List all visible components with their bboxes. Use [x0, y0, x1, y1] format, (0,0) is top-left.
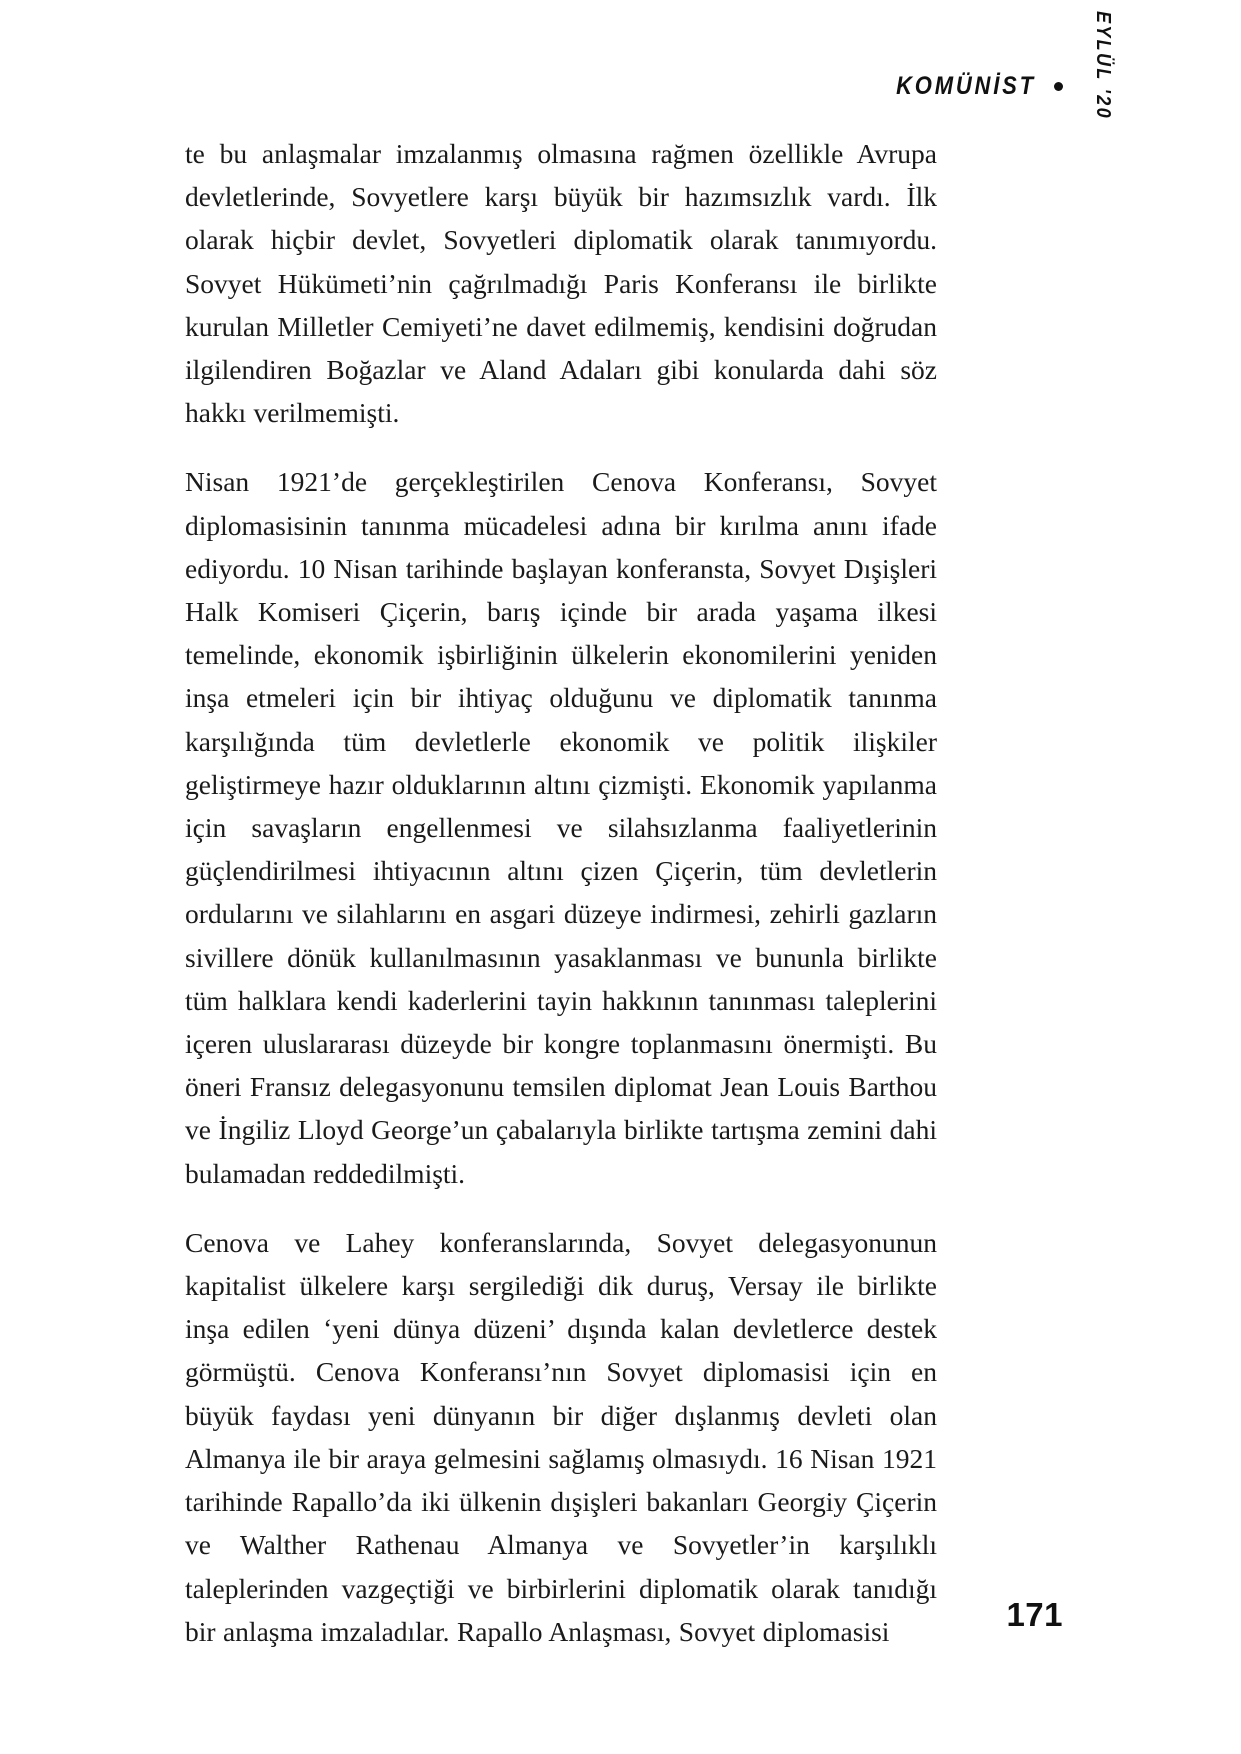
- publication-title: KOMÜNİST: [896, 72, 1036, 100]
- body-text-column: [185, 132, 937, 1653]
- paragraph: Nisan 1921’de gerçekleştirilen Cenova Konferansı, Sovyet diplomasisinin tanınma mücadelesi adına bir kırılma anını ifade ediyordu. 10 Nisan tarihinde başlayan konferansta, Sovyet Dışişleri Halk Komiseri Çiçerin, barış içinde bir arada yaşama ilkesi temelinde, ekonomik işbirliğinin ülkelerin ekonomilerini yeniden inşa etmeleri için bir ihtiyaç olduğunu ve diplomatik tanınma karşılığında tüm devletlerle ekonomik ve politik ilişkiler geliştirmeye hazır olduklarının altını çizmişti. Ekonomik yapılanma için savaşların engellenmesi ve silahsızlanma faaliyetlerinin güçlendirilmesi ihtiyacının altını çizen Çiçerin, tüm devletlerin ordularını ve silahlarını en asgari düzeye indirmesi, zehirli gazların sivillere dönük kullanılmasının yasaklanması ve bununla birlikte tüm halklara kendi kaderlerini tayin hakkının tanınması taleplerini içeren uluslararası düzeyde bir kongre toplanmasını önermişti. Bu öneri Fransız delegasyonunu temsilen diplomat Jean Louis Barthou ve İngiliz Lloyd George’un çabalarıyla birlikte tartışma zemini dahi bulamadan reddedilmişti.: [185, 466, 937, 1189]
- running-header: [877, 72, 1063, 101]
- paragraph: Cenova ve Lahey konferanslarında, Sovyet delegasyonunun kapitalist ülkelere karşı sergilediği dik duruş, Versay ile birlikte inşa edilen ‘yeni dünya düzeni’ dışında kalan devletlerce destek görmüştü. Cenova Konferansı’nın Sovyet diplomasisi için en büyük faydası yeni dünyanın bir diğer dışlanmış devleti olan Almanya ile bir araya gelmesini sağlamış olmasıydı. 16 Nisan 1921 tarihinde Rapallo’da iki ülkenin dışişleri bakanları Georgiy Çiçerin ve Walther Rathenau Almanya ve Sovyetler’in karşılıklı taleplerinden vazgeçtiği ve birbirlerini diplomatik olarak tanıdığı bir anlaşma imzaladılar. Rapallo Anlaşması, Sovyet diplomasisi: [185, 1226, 937, 1647]
- header-dot-icon: [1054, 82, 1063, 91]
- paragraph: te bu anlaşmalar imzalanmış olmasına rağmen özellikle Avrupa devletlerinde, Sovyetlere karşı büyük bir hazımsızlık vardı. İlk olarak hiçbir devlet, Sovyetleri diplomatik olarak tanımıyordu. Sovyet Hükümeti’nin çağrılmadığı Paris Konferansı ile birlikte kurulan Milletler Cemiyeti’ne davet edilmemiş, kendisini doğrudan ilgilendiren Boğazlar ve Aland Adaları gibi konularda dahi söz hakkı verilmemişti.: [185, 138, 937, 429]
- page-number: 171: [1006, 1596, 1063, 1633]
- issue-date-label: EYLÜL '20: [1092, 10, 1114, 120]
